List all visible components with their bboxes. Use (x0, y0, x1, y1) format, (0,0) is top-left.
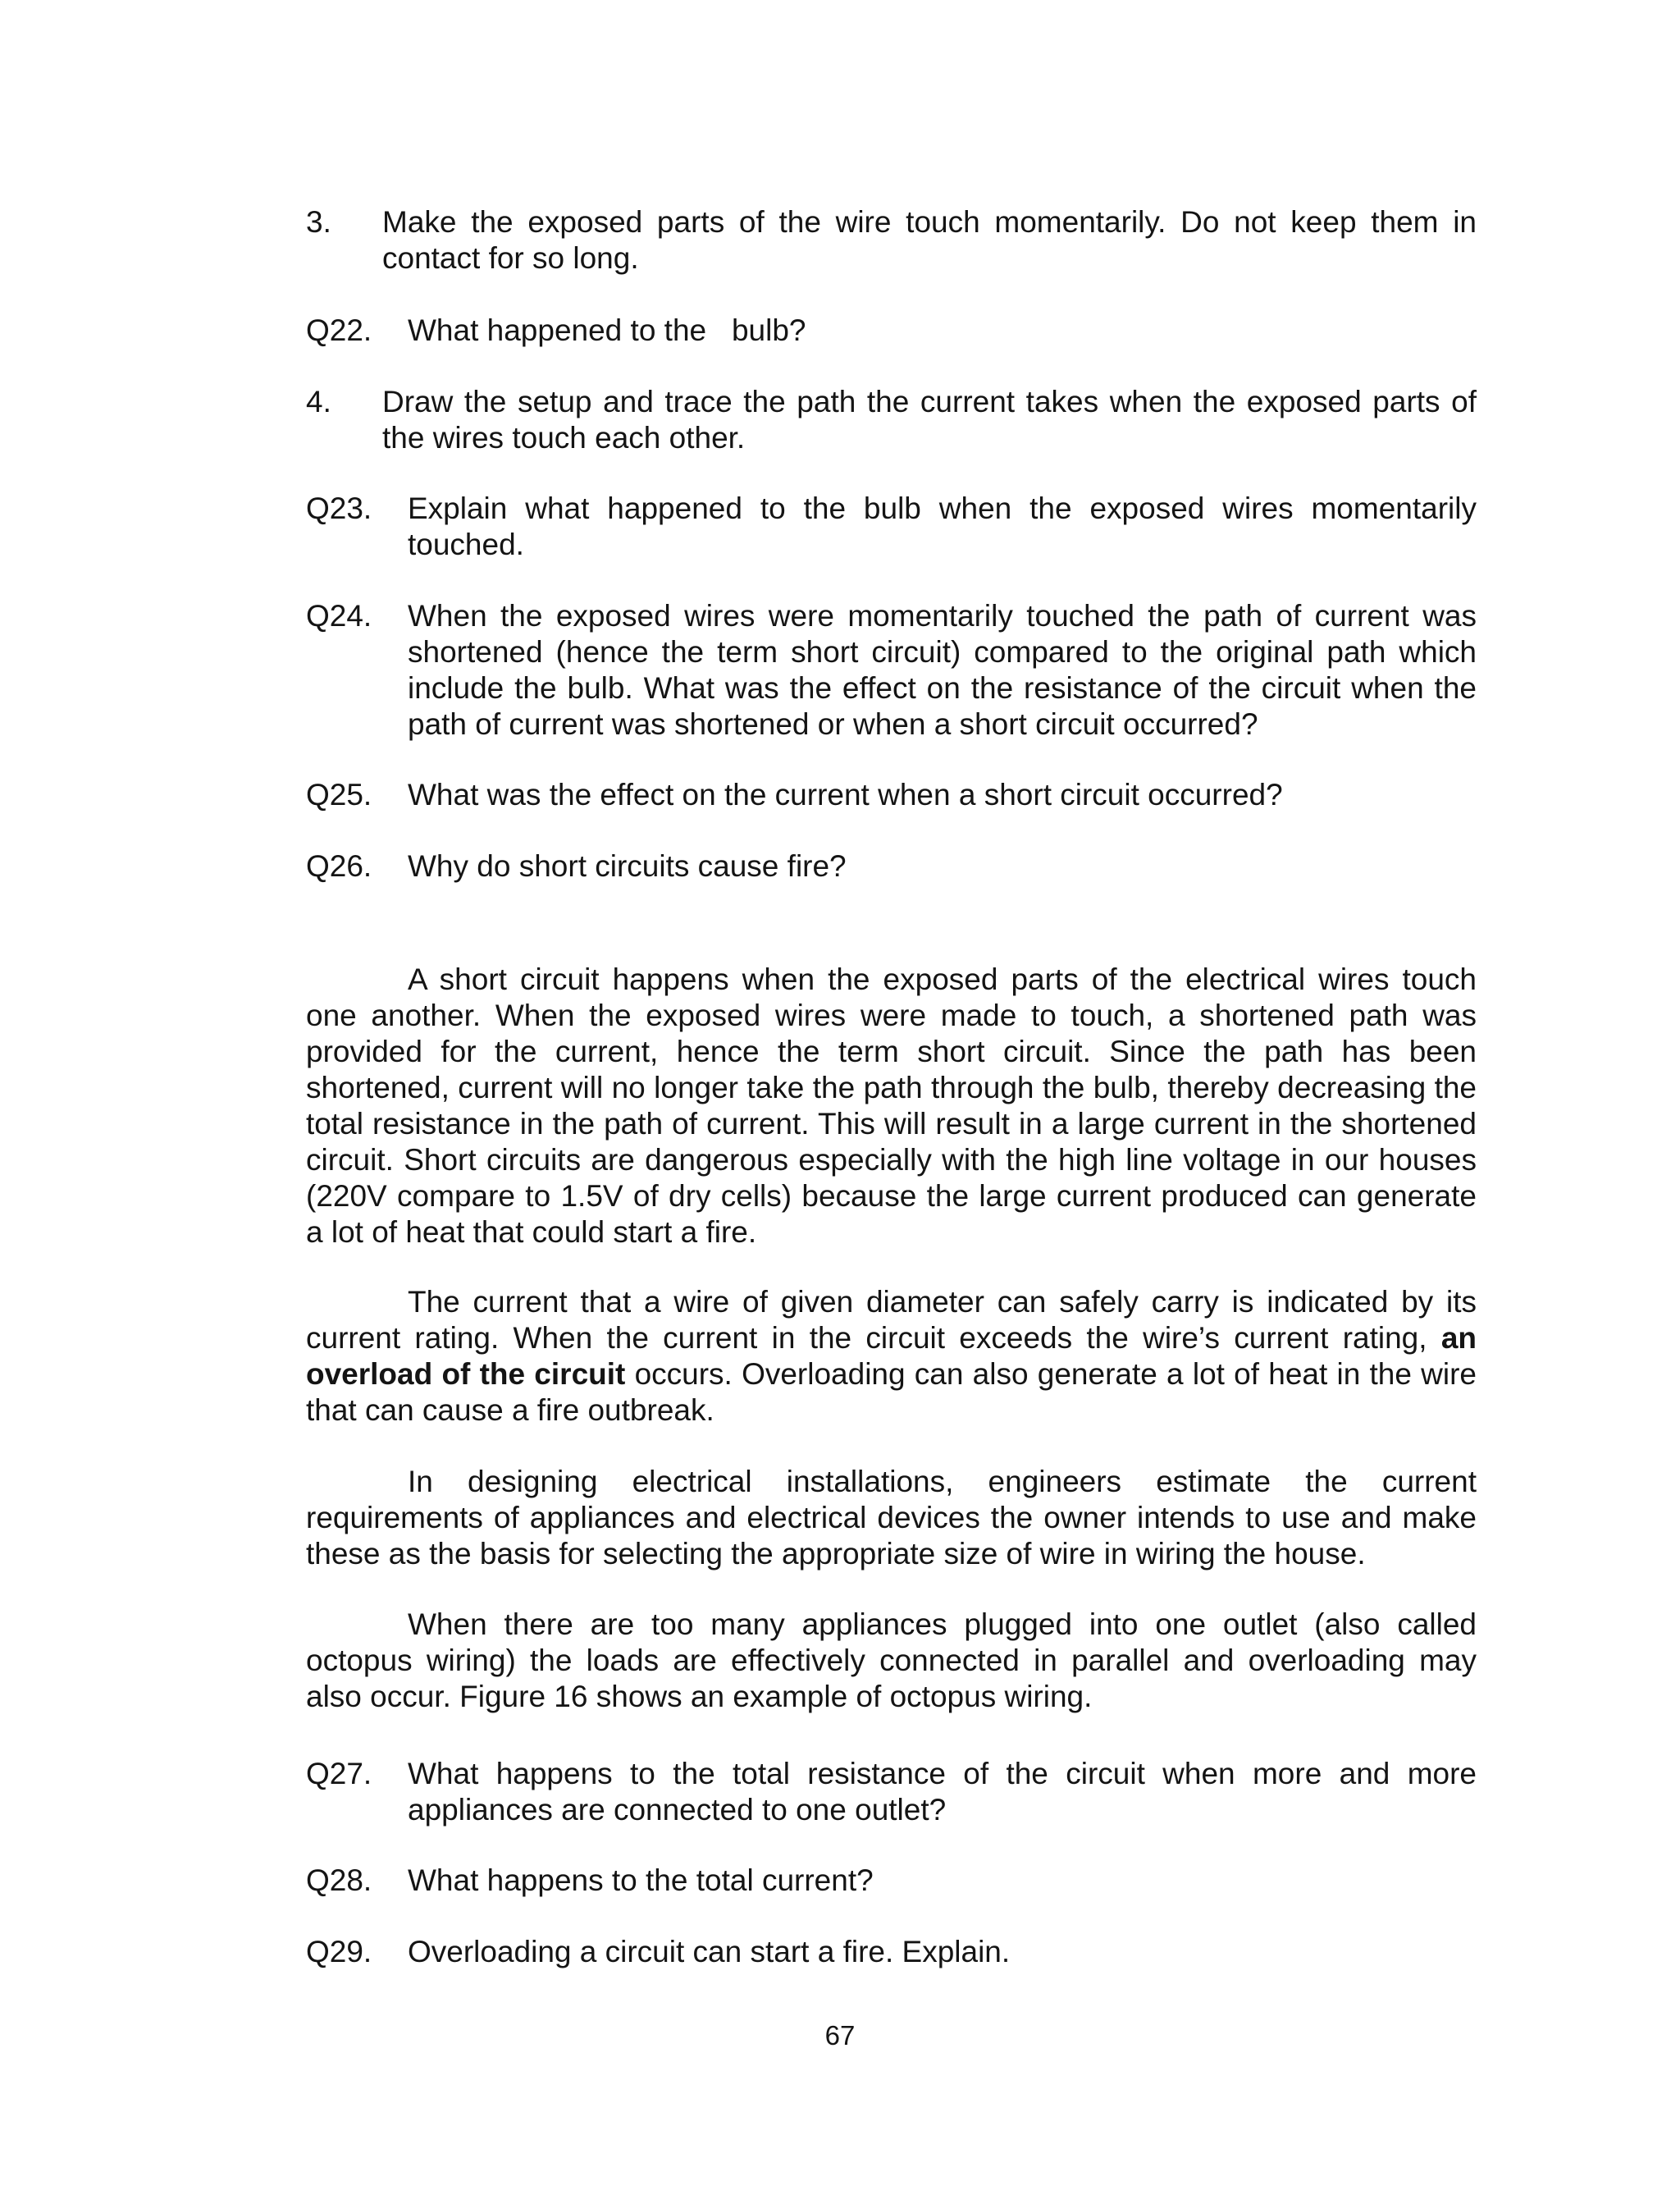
page-number: 67 (824, 2020, 856, 2051)
question-text: When the exposed wires were momentarily touched the path of current was shortened (hence the term short circuit) compared to the original path which include the bulb. What was the effect on the resistance of the circuit when the path of current was shortened or when a short circuit occurred? (408, 599, 1477, 741)
question-number: Q23. (306, 491, 372, 525)
question-text: Overloading a circuit can start a fire. Explain. (408, 1935, 1011, 1968)
question-q29 (306, 1934, 1477, 1970)
paragraph-overload (306, 1284, 1477, 1429)
question-q28 (306, 1863, 1477, 1899)
overload-text-after: occurs. Overloading can also generate a lot of heat in the wire that can cause a fire outbreak. (306, 1357, 1477, 1427)
step-number: 4. (306, 385, 331, 418)
question-q27 (306, 1756, 1477, 1828)
question-number: Q28. (306, 1863, 372, 1897)
step-text: Make the exposed parts of the wire touch momentarily. Do not keep them in contact for so long. (382, 205, 1477, 275)
question-number: Q27. (306, 1757, 372, 1790)
paragraph-octopus: When there are too many appliances plugged into one outlet (also called octopus wiring) the loads are effectively connected in parallel and overloading may also occur. Figure 16 shows an example of octopus wiring. (306, 1607, 1477, 1713)
paragraph-short-circuit: A short circuit happens when the exposed parts of the electrical wires touch one another. When the exposed wires were made to touch, a shortened path was provided for the current, hence the term short circuit. Since the path has been shortened, current will no longer take the path through the bulb, thereby decreasing the total resistance in the path of current. This will result in a large current in the shortened circuit. Short circuits are dangerous especially with the high line voltage in our houses (220V compare to 1.5V of dry cells) because the large current produced can generate a lot of heat that could start a fire. (306, 962, 1477, 1249)
paragraph-design: In designing electrical installations, engineers estimate the current requirements of appliances and electrical devices the owner intends to use and make these as the basis for selecting the appropriate size of wire in wiring the house. (306, 1465, 1477, 1570)
step-number: 3. (306, 205, 331, 239)
overload-text-before: The current that a wire of given diameter can safely carry is indicated by its current rating. When the current in the circuit exceeds the wire’s current rating, (306, 1285, 1477, 1355)
question-text: Why do short circuits cause fire? (408, 849, 847, 883)
question-q26 (306, 848, 1477, 885)
question-text: What happens to the total resistance of the circuit when more and more appliances are connected to one outlet? (408, 1757, 1477, 1827)
step-3 (306, 204, 1477, 277)
question-text: Explain what happened to the bulb when the exposed wires momentarily touched. (408, 491, 1477, 561)
question-number: Q22. (306, 313, 372, 347)
question-number: Q26. (306, 849, 372, 883)
question-text: What happens to the total current? (408, 1863, 874, 1897)
step-4 (306, 384, 1477, 456)
question-q22 (306, 313, 1477, 349)
question-text: What happened to the bulb? (408, 313, 806, 347)
question-q23 (306, 491, 1477, 563)
question-text: What was the effect on the current when a short circuit occurred? (408, 778, 1283, 812)
question-q24 (306, 598, 1477, 743)
question-number: Q29. (306, 1935, 372, 1968)
overload-bold-term: an overload of the circuit (306, 1321, 1477, 1391)
step-text: Draw the setup and trace the path the current takes when the exposed parts of the wires touch each other. (382, 385, 1477, 455)
question-number: Q25. (306, 778, 372, 812)
question-q25 (306, 777, 1477, 813)
question-number: Q24. (306, 599, 372, 633)
